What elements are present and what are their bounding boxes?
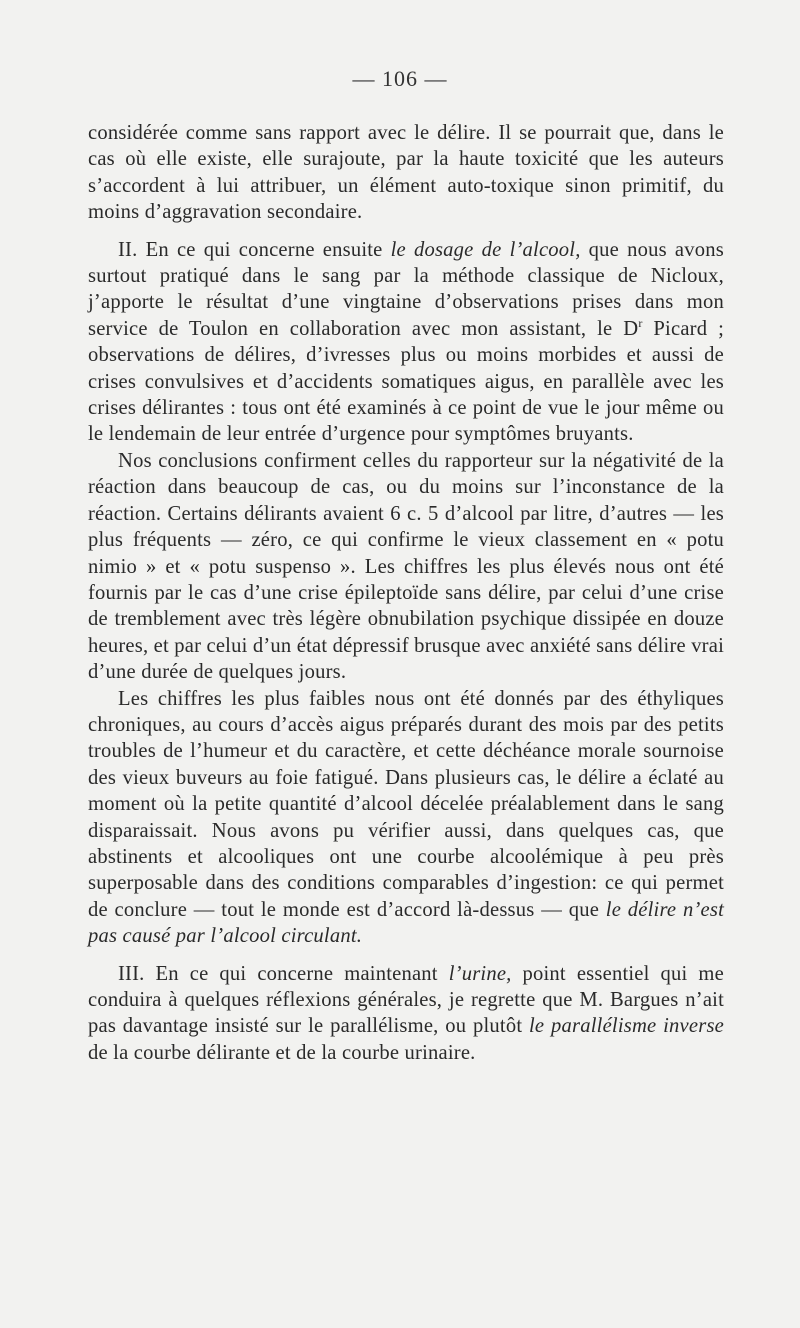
- paragraph-5-text-b: point essentiel qui me conduira à quelques réflexions générales, je regrette que M. Bargues n’ait pas davantage insisté sur le parallélisme, ou plutôt: [88, 962, 724, 1038]
- paragraph-2-text-a: II. En ce qui concerne ensuite: [118, 238, 391, 261]
- paragraph-2-italic-dosage: le dosage de l’alcool,: [390, 238, 581, 261]
- paragraph-4: [88, 686, 724, 950]
- body-text: [88, 120, 724, 1066]
- paragraph-3: Nos conclusions confirment celles du rapporteur sur la négativité de la réaction dans beaucoup de cas, ou du moins sur l’inconstance de la réaction. Certains délirants avaient 6 c. 5 d’alcool par litre, d’autres — les plus fréquents — zéro, ce qui confirme le vieux classement en « potu nimio » et « potu suspenso ». Les chiffres les plus élevés nous ont été fournis par le cas d’une crise épileptoïde sans délire, par celui d’une crise de tremblement avec très légère obnubilation psychique dissipée en douze heures, et par celui d’un état dépressif brusque avec anxiété sans délire vrai d’une durée de quelques jours.: [88, 449, 725, 684]
- paragraph-5-italic-urine: l’urine,: [448, 962, 512, 985]
- paragraph-5-text-c: de la courbe délirante et de la courbe urinaire.: [88, 1041, 476, 1064]
- paragraph-4-italic-conclusion: le délire n’est pas causé par l’alcool circulant.: [88, 898, 724, 948]
- paragraph-1: considérée comme sans rapport avec le délire. Il se pourrait que, dans le cas où elle existe, elle surajoute, par la haute toxicité que les auteurs s’accordent à lui attribuer, un élément auto-toxique sinon primitif, du moins d’aggravation secondaire.: [88, 122, 724, 224]
- paragraph-2-text-c: Picard ; observations de délires, d’ivresses plus ou moins morbides et aussi de crises convulsives et d’accidents somatiques aigus, en parallèle avec les crises délirantes : tous ont été examinés à ce point de vue le jour même ou le lendemain de leur entrée d’urgence pour symptômes bruyants.: [88, 317, 724, 446]
- paragraph-4-text-a: Les chiffres les plus faibles nous ont été donnés par des éthyliques chroniques, au cours d’accès aigus préparés durant des mois par des petits troubles de l’humeur et du caractère, et cette déchéance morale sournoise des vieux buveurs au foie fatigué. Dans plusieurs cas, le délire a éclaté au moment où la petite quantité d’alcool décelée préalablement dans le sang disparaissait. Nous avons pu vérifier aussi, dans quelques cas, que abstinents et alcooliques ont une courbe alcoolémique à peu près superposable dans des conditions comparables d’ingestion: ce qui permet de conclure — tout le monde est d’accord là-dessus — que: [88, 687, 724, 921]
- paragraph-2-superscript: r: [638, 315, 643, 330]
- page-number: — 106 —: [352, 66, 448, 91]
- paragraph-2-text-b: que nous avons surtout pratiqué dans le sang par la méthode classique de Nicloux, j’apporte le résultat d’une vingtaine d’observations prises dans mon service de Toulon en collaboration avec mon assistant, le D: [88, 238, 724, 340]
- paragraph-5: [88, 961, 724, 1067]
- paragraph-2: [88, 237, 724, 448]
- paragraph-5-italic-parallelisme: le parallélisme inverse: [529, 1015, 725, 1038]
- paragraph-5-text-a: III. En ce qui concerne maintenant: [118, 962, 449, 985]
